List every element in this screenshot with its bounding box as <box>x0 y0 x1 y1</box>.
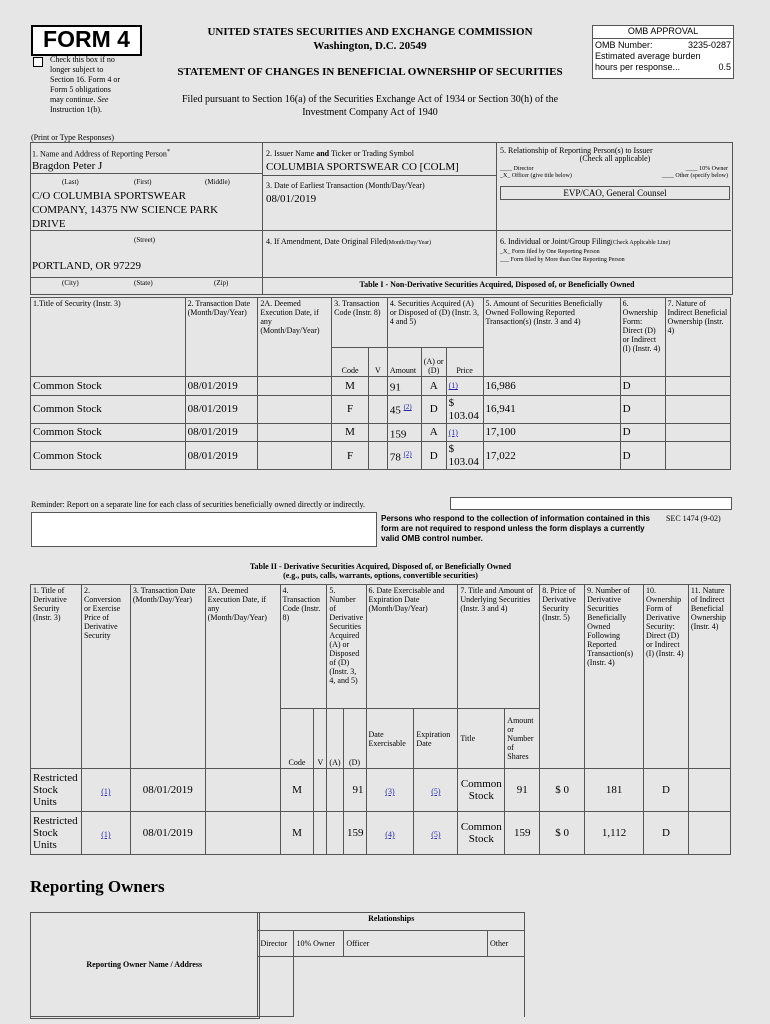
amendment-label: 4. If Amendment, Date Original Filed(Month/Day/Year) <box>266 237 432 246</box>
footnote-link[interactable]: (2) <box>403 449 412 458</box>
t2-sub-d: (D) <box>343 709 366 769</box>
reminder-box <box>450 497 732 510</box>
t2-sub-date-exercisable: Date Exercisable <box>366 709 414 769</box>
table-row: Common Stock 08/01/2019 M 159 A (1) 17,100 D <box>31 423 731 442</box>
footnote-link[interactable]: (1) <box>101 787 111 796</box>
table-row: Common Stock 08/01/2019 F 45 $^{(2)}$ D $ 103.04 16,941 D <box>31 395 731 423</box>
first-label: (First) <box>134 178 152 186</box>
statement-title: STATEMENT OF CHANGES IN BENEFICIAL OWNERSHIP OF SECURITIES <box>177 66 563 78</box>
t2-header-owned: 9. Number of Derivative Securities Beneficially Owned Following Reported Transaction(s) (Instr. 4) <box>585 585 644 769</box>
checkbox-instruction: Check this box if no longer subject to Section 16. Form 4 or Form 5 obligations may continue. See Instruction 1(b). <box>50 55 120 114</box>
t2-header-nature: 11. Nature of Indirect Beneficial Ownership (Instr. 4) <box>688 585 730 769</box>
table2 <box>30 584 731 855</box>
reporting-person-address: C/O COLUMBIA SPORTSWEAR COMPANY, 14375 NW SCIENCE PARK DRIVE <box>32 190 219 230</box>
reminder-text: Reminder: Report on a separate line for each class of securities beneficially owned directly or indirectly. <box>31 500 366 509</box>
t1-header-acquired: 4. Securities Acquired (A) or Disposed of (D) (Instr. 3, 4 and 5) <box>387 298 483 348</box>
omb-burden-label: Estimated average burden <box>595 51 701 61</box>
table1-title: Table I - Non-Derivative Securities Acquired, Disposed of, or Beneficially Owned <box>359 280 635 289</box>
t1-sub-code: Code <box>332 348 369 377</box>
earliest-date-value: 08/01/2019 <box>266 193 317 205</box>
t2-sub-amount-shares: Amount or Number of Shares <box>505 709 540 769</box>
issuer-name: COLUMBIA SPORTSWEAR CO [COLM] <box>266 161 459 173</box>
omb-title: OMB APPROVAL <box>593 26 733 39</box>
owner-officer-header: Officer <box>344 931 488 957</box>
t1-sub-amount: Amount <box>387 348 421 377</box>
footnote-link[interactable]: (5) <box>431 787 441 796</box>
table-row: Common Stock 08/01/2019 F 78 $^{(2)}$ D $ 103.04 17,022 D <box>31 442 731 470</box>
notice-box <box>31 512 377 547</box>
t2-header-price: 8. Price of Derivative Security (Instr. 5) <box>540 585 585 769</box>
t2-sub-expiration: Expiration Date <box>414 709 458 769</box>
t2-header-underlying: 7. Title and Amount of Underlying Securities (Instr. 3 and 4) <box>458 585 540 709</box>
t2-header-conversion: 2. Conversion or Exercise Price of Derivative Security <box>81 585 130 769</box>
footnote-link[interactable]: (3) <box>385 787 395 796</box>
persons-notice: Persons who respond to the collection of information contained in this form are not required to respond unless the form displays a currently valid OMB control number. <box>381 514 650 543</box>
reporting-person-label: 1. Name and Address of Reporting Person* <box>32 148 171 159</box>
relationship-checklist: ____ Director ____ 10% Owner _X_ Officer (give title below) ____ Other (specify below) <box>500 166 728 179</box>
t2-header-form: 10. Ownership Form of Derivative Security: Direct (D) or Indirect (I) (Instr. 4) <box>644 585 689 769</box>
no-longer-subject-checkbox[interactable] <box>33 57 43 67</box>
t2-header-number: 5. Number of Derivative Securities Acquired (A) or Disposed of (D) (Instr. 3, 4, and 5) <box>327 585 366 709</box>
t1-header-nature: 7. Nature of Indirect Beneficial Ownership (Instr. 4) <box>665 298 731 377</box>
state-label: (State) <box>134 279 153 287</box>
t2-sub-v: V <box>314 709 327 769</box>
t2-header-date: 3. Transaction Date (Month/Day/Year) <box>130 585 205 769</box>
t2-header-title: 1. Title of Derivative Security (Instr. 3) <box>31 585 82 769</box>
table1 <box>30 297 731 470</box>
t1-header-owned: 5. Amount of Securities Beneficially Owned Following Reported Transaction(s) (Instr. 3 and 4) <box>483 298 620 377</box>
t1-sub-price: Price <box>446 348 483 377</box>
table-row: Restricted Stock Units (1) 08/01/2019 M 91 (3) (5) Common Stock 91 $ 0 181 D <box>31 769 731 812</box>
owner-10pct-header: 10% Owner <box>294 931 344 957</box>
omb-hours-label: hours per response... <box>595 62 681 72</box>
t2-header-code: 4. Transaction Code (Instr. 8) <box>280 585 327 709</box>
t2-sub-code: Code <box>280 709 314 769</box>
footnote-link[interactable]: (2) <box>403 403 412 412</box>
footnote-link[interactable]: (4) <box>385 830 395 839</box>
t2-sub-a: (A) <box>327 709 343 769</box>
t1-header-deemed: 2A. Deemed Execution Date, if any (Month/Day/Year) <box>258 298 332 377</box>
zip-label: (Zip) <box>214 279 229 287</box>
last-label: (Last) <box>62 178 79 186</box>
sec-code: SEC 1474 (9-02) <box>666 514 721 523</box>
table-row: Restricted Stock Units (1) 08/01/2019 M 159 (4) (5) Common Stock 159 $ 0 1,112 D <box>31 812 731 855</box>
relationships-header: Relationships <box>258 913 525 931</box>
owner-other-header: Other <box>488 931 525 957</box>
t2-header-deemed: 3A. Deemed Execution Date, if any (Month/Day/Year) <box>205 585 280 769</box>
footnote-link[interactable]: (1) <box>448 381 458 391</box>
t1-header-code: 3. Transaction Code (Instr. 8) <box>332 298 388 348</box>
omb-number-value: 3235-0287 <box>687 40 731 50</box>
officer-title: EVP/CAO, General Counsel <box>500 186 730 200</box>
table-row: Common Stock 08/01/2019 M 91 A (1) 16,986 D <box>31 377 731 396</box>
footnote-link[interactable]: (1) <box>101 830 111 839</box>
filed-pursuant: Filed pursuant to Section 16(a) of the Securities Exchange Act of 1934 or Section 30(h) of the Investment Company Act of 1940 <box>181 94 559 118</box>
form-title: FORM 4 <box>43 26 130 52</box>
agency-city: Washington, D.C. 20549 <box>313 40 427 52</box>
footnote-link[interactable]: (1) <box>448 427 458 437</box>
city-label: (City) <box>62 279 79 287</box>
agency-name: UNITED STATES SECURITIES AND EXCHANGE COMMISSION <box>207 26 533 38</box>
middle-label: (Middle) <box>205 178 230 186</box>
footnote-link[interactable]: (5) <box>431 830 441 839</box>
omb-number-label: OMB Number: <box>595 40 653 50</box>
owner-name-address-header: Reporting Owner Name / Address <box>31 913 258 1017</box>
print-type-note: (Print or Type Responses) <box>31 133 115 142</box>
t1-header-form: 6. Ownership Form: Direct (D) or Indirect (I) (Instr. 4) <box>620 298 665 377</box>
omb-approval-box <box>592 25 734 79</box>
t1-sub-aord: (A) or (D) <box>421 348 446 377</box>
t1-sub-v: V <box>368 348 387 377</box>
issuer-label: 2. Issuer Name and Ticker or Trading Symbol <box>266 149 415 158</box>
reporting-owners-heading: Reporting Owners <box>30 877 165 896</box>
officer-checkbox[interactable]: _X_ Officer (give title below) <box>500 173 572 179</box>
t1-header-date: 2. Transaction Date (Month/Day/Year) <box>185 298 258 377</box>
relationship-label: 5. Relationship of Reporting Person(s) to Issuer (Check all applicable) <box>500 146 653 163</box>
omb-hours-value: 0.5 <box>718 62 731 72</box>
owner-director-header: Director <box>258 931 294 957</box>
t2-header-exercisable: 6. Date Exercisable and Expiration Date (Month/Day/Year) <box>366 585 458 709</box>
reporting-person-name: Bragdon Peter J <box>32 160 103 172</box>
table2-title: Table II - Derivative Securities Acquired, Disposed of, or Beneficially Owned (e.g., puts, calls, warrants, options, convertible securities) <box>249 562 512 580</box>
street-label: (Street) <box>134 236 155 244</box>
reporting-owners-table <box>30 912 525 1017</box>
filing-type: 6. Individual or Joint/Group Filing(Check Applicable Line) _X_ Form filed by One Reporting Person ___ Form filed by More than One Reporting Person <box>500 237 671 263</box>
t2-sub-title: Title <box>458 709 505 769</box>
city-state-zip: PORTLAND, OR 97229 <box>32 260 142 272</box>
earliest-date-label: 3. Date of Earliest Transaction (Month/Day/Year) <box>266 181 425 190</box>
t1-header-title: 1.Title of Security (Instr. 3) <box>31 298 186 377</box>
